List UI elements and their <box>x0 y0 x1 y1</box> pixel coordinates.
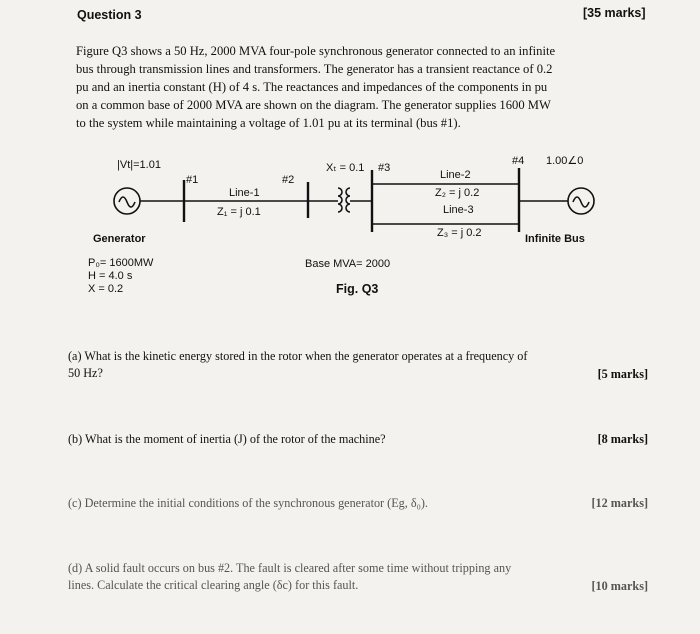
terminal-voltage-label: |Vt|=1.01 <box>117 159 161 171</box>
question-a <box>68 348 658 382</box>
infinite-bus-label: Infinite Bus <box>525 233 585 245</box>
question-text: (b) What is the moment of inertia (J) of the rotor of the machine? <box>68 432 386 446</box>
line-1-label: Line-1 <box>229 187 260 199</box>
bus-1-label: #1 <box>186 174 199 186</box>
generator-inertia-label: H = 4.0 s <box>88 270 133 282</box>
question-title: Question 3 <box>77 8 142 22</box>
source-wave-icon <box>573 197 589 207</box>
intro-line: to the system while maintaining a voltage of 1.01 pu at its terminal (bus #1). <box>76 116 461 130</box>
question-text: 50 Hz? <box>68 366 103 380</box>
question-text: lines. Calculate the critical clearing angle (δc) for this fault. <box>68 578 359 592</box>
infinite-bus-voltage-label: 1.00∠0 <box>546 155 584 167</box>
intro-line: pu and an inertia constant (H) of 4 s. The reactances and impedances of the components in pu <box>76 80 548 94</box>
generator-wave-icon <box>119 197 135 207</box>
question-total-marks: [35 marks] <box>583 6 646 20</box>
circuit-diagram <box>0 140 700 310</box>
question-marks: [10 marks] <box>591 579 648 593</box>
transformer-reactance-label: Xₜ = 0.1 <box>326 162 365 174</box>
generator-power-label: P₀= 1600MW <box>88 257 154 269</box>
figure-caption: Fig. Q3 <box>336 282 379 296</box>
question-marks: [5 marks] <box>597 367 648 381</box>
bus-3-label: #3 <box>378 162 391 174</box>
generator-label: Generator <box>93 233 146 245</box>
problem-statement <box>76 42 646 132</box>
question-text: (a) What is the kinetic energy stored in the rotor when the generator operates at a frequency of <box>68 349 528 363</box>
question-b <box>68 431 658 448</box>
question-d <box>68 560 658 594</box>
line-2-label: Line-2 <box>440 169 471 181</box>
intro-line: bus through transmission lines and transformers. The generator has a transient reactance of 0.2 <box>76 62 553 76</box>
question-text: (c) Determine the initial conditions of the synchronous generator (Eg, δ₀). <box>68 496 428 510</box>
line-3-label: Line-3 <box>443 204 474 216</box>
base-mva-label: Base MVA= 2000 <box>305 258 391 270</box>
bus-4-label: #4 <box>512 155 525 167</box>
question-text: (d) A solid fault occurs on bus #2. The fault is cleared after some time without tripping any <box>68 561 512 575</box>
question-c <box>68 495 658 512</box>
bus-2-label: #2 <box>282 174 295 186</box>
question-marks: [8 marks] <box>597 432 648 446</box>
generator-reactance-label: X = 0.2 <box>88 283 124 295</box>
line-1-impedance-label: Z₁ = j 0.1 <box>217 206 261 218</box>
intro-line: Figure Q3 shows a 50 Hz, 2000 MVA four-pole synchronous generator connected to an infinite <box>76 44 556 58</box>
line-3-impedance-label: Z₃ = j 0.2 <box>437 227 482 239</box>
line-2-impedance-label: Z₂ = j 0.2 <box>435 187 480 199</box>
question-marks: [12 marks] <box>591 496 648 510</box>
intro-line: on a common base of 2000 MVA are shown on the diagram. The generator supplies 1600 MW <box>76 98 551 112</box>
transformer-symbol <box>338 188 350 212</box>
